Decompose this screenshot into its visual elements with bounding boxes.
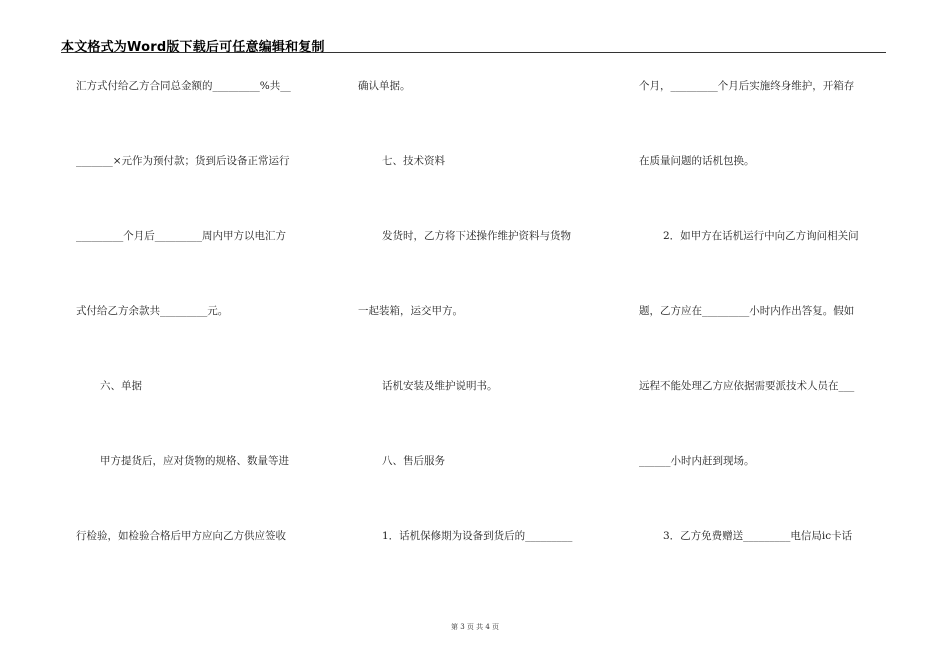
- paragraph-line: ______小时内赶到现场。: [639, 455, 755, 467]
- paragraph-line: 1．话机保修期为设备到货后的_________: [382, 530, 573, 542]
- paragraph-line: 一起装箱，运交甲方。: [358, 305, 463, 317]
- paragraph-line: 确认单据。: [358, 80, 411, 92]
- header-divider: [61, 52, 886, 53]
- paragraph-line: 汇方式付给乙方合同总金额的_________%共__: [76, 80, 291, 92]
- paragraph-line: 在质量问题的话机包换。: [639, 155, 755, 167]
- paragraph-line: 题，乙方应在_________小时内作出答复。假如: [639, 305, 855, 317]
- section-heading-technical-materials: 七、技术资料: [382, 155, 445, 167]
- section-heading-documents: 六、单据: [100, 380, 142, 392]
- document-header-title: 本文格式为Word版下载后可任意编辑和复制: [61, 40, 325, 55]
- paragraph-line: 远程不能处理乙方应依据需要派技术人员在___: [639, 380, 855, 392]
- paragraph-line: _________个月后_________周内甲方以电汇方: [76, 230, 286, 242]
- paragraph-line: 式付给乙方余款共_________元。: [76, 305, 229, 317]
- paragraph-line: 2．如甲方在话机运行中向乙方询问相关问: [663, 230, 859, 242]
- paragraph-line: 3．乙方免费赠送_________电信局ic卡话: [663, 530, 853, 542]
- paragraph-line: 甲方提货后，应对货物的规格、数量等进: [100, 455, 289, 467]
- paragraph-line: _______×元作为预付款；货到后设备正常运行: [76, 155, 290, 167]
- paragraph-line: 发货时，乙方将下述操作维护资料与货物: [382, 230, 571, 242]
- paragraph-line: 行检验，如检验合格后甲方应向乙方供应签收: [76, 530, 286, 542]
- page-number: 第 3 页 共 4 页: [450, 623, 500, 631]
- paragraph-line: 话机安装及维护说明书。: [382, 380, 498, 392]
- section-heading-after-sales: 八、售后服务: [382, 455, 445, 467]
- paragraph-line: 个月，_________个月后实施终身维护，开箱存: [639, 80, 855, 92]
